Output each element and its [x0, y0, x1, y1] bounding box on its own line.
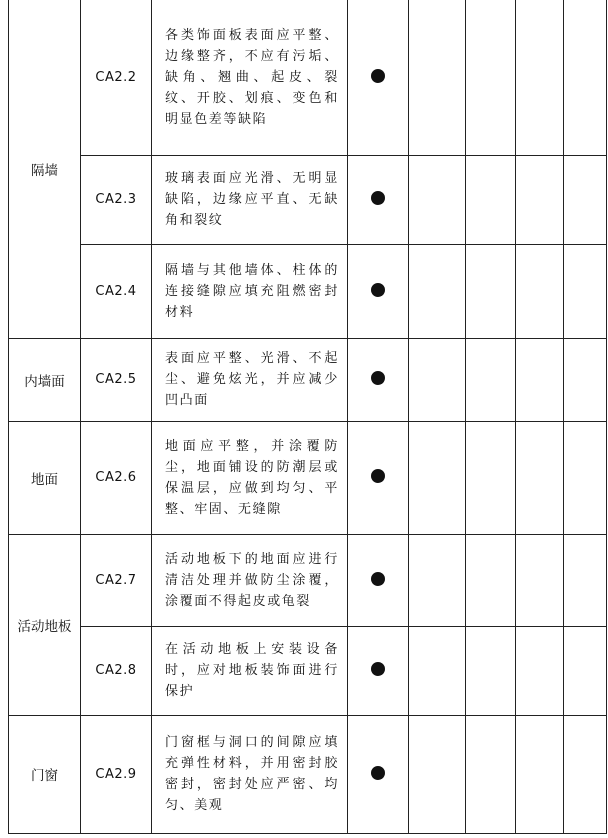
empty-cell — [466, 626, 516, 715]
table-row — [9, 338, 607, 421]
empty-cell — [466, 534, 516, 626]
filled-dot-icon — [371, 572, 385, 586]
item-requirement: 各类饰面板表面应平整、边缘整齐，不应有污垢、缺角、翘曲、起皮、裂纹、开胶、划痕、变色和明显色差等缺陷 — [152, 0, 348, 155]
mandatory-mark — [348, 0, 409, 155]
item-code: CA2.5 — [81, 338, 152, 421]
empty-cell — [466, 338, 516, 421]
empty-cell — [516, 421, 564, 534]
empty-cell — [409, 534, 466, 626]
empty-cell — [409, 0, 466, 155]
mandatory-mark — [348, 626, 409, 715]
empty-cell — [409, 338, 466, 421]
filled-dot-icon — [371, 766, 385, 780]
mandatory-mark — [348, 534, 409, 626]
empty-cell — [516, 534, 564, 626]
table-row — [9, 0, 607, 155]
category-cell-door-window: 门窗 — [9, 715, 81, 833]
table-row — [9, 421, 607, 534]
empty-cell — [409, 715, 466, 833]
table-row — [9, 244, 607, 338]
empty-cell — [564, 0, 607, 155]
table-row — [9, 534, 607, 626]
empty-cell — [564, 244, 607, 338]
table-row — [9, 626, 607, 715]
filled-dot-icon — [371, 191, 385, 205]
empty-cell — [516, 244, 564, 338]
empty-cell — [466, 715, 516, 833]
item-code: CA2.8 — [81, 626, 152, 715]
mandatory-mark — [348, 715, 409, 833]
empty-cell — [516, 155, 564, 244]
filled-dot-icon — [371, 469, 385, 483]
table-row — [9, 155, 607, 244]
empty-cell — [564, 715, 607, 833]
table-row — [9, 715, 607, 833]
filled-dot-icon — [371, 69, 385, 83]
category-cell-raised-floor: 活动地板 — [9, 534, 81, 715]
filled-dot-icon — [371, 283, 385, 297]
item-requirement: 门窗框与洞口的间隙应填充弹性材料，并用密封胶密封，密封处应严密、均匀、美观 — [152, 715, 348, 833]
empty-cell — [516, 338, 564, 421]
category-cell-interior-wall: 内墙面 — [9, 338, 81, 421]
item-code: CA2.4 — [81, 244, 152, 338]
mandatory-mark — [348, 421, 409, 534]
item-requirement: 活动地板下的地面应进行清洁处理并做防尘涂覆，涂覆面不得起皮或龟裂 — [152, 534, 348, 626]
item-code: CA2.7 — [81, 534, 152, 626]
empty-cell — [409, 421, 466, 534]
filled-dot-icon — [371, 371, 385, 385]
item-code: CA2.6 — [81, 421, 152, 534]
empty-cell — [466, 0, 516, 155]
mandatory-mark — [348, 338, 409, 421]
category-cell-partition: 隔墙 — [9, 0, 81, 338]
category-cell-floor: 地面 — [9, 421, 81, 534]
item-requirement: 地面应平整，并涂覆防尘，地面铺设的防潮层或保温层，应做到均匀、平整、牢固、无缝隙 — [152, 421, 348, 534]
empty-cell — [516, 626, 564, 715]
item-code: CA2.3 — [81, 155, 152, 244]
empty-cell — [564, 421, 607, 534]
empty-cell — [516, 0, 564, 155]
empty-cell — [409, 244, 466, 338]
item-code: CA2.2 — [81, 0, 152, 155]
filled-dot-icon — [371, 662, 385, 676]
empty-cell — [409, 155, 466, 244]
empty-cell — [564, 626, 607, 715]
empty-cell — [466, 244, 516, 338]
item-code: CA2.9 — [81, 715, 152, 833]
empty-cell — [466, 421, 516, 534]
item-requirement: 隔墙与其他墙体、柱体的连接缝隙应填充阻燃密封材料 — [152, 244, 348, 338]
empty-cell — [564, 155, 607, 244]
spec-table — [8, 0, 607, 834]
empty-cell — [466, 155, 516, 244]
empty-cell — [409, 626, 466, 715]
empty-cell — [564, 534, 607, 626]
empty-cell — [516, 715, 564, 833]
mandatory-mark — [348, 244, 409, 338]
item-requirement: 表面应平整、光滑、不起尘、避免炫光，并应减少凹凸面 — [152, 338, 348, 421]
mandatory-mark — [348, 155, 409, 244]
item-requirement: 在活动地板上安装设备时，应对地板装饰面进行保护 — [152, 626, 348, 715]
item-requirement: 玻璃表面应光滑、无明显缺陷，边缘应平直、无缺角和裂纹 — [152, 155, 348, 244]
empty-cell — [564, 338, 607, 421]
